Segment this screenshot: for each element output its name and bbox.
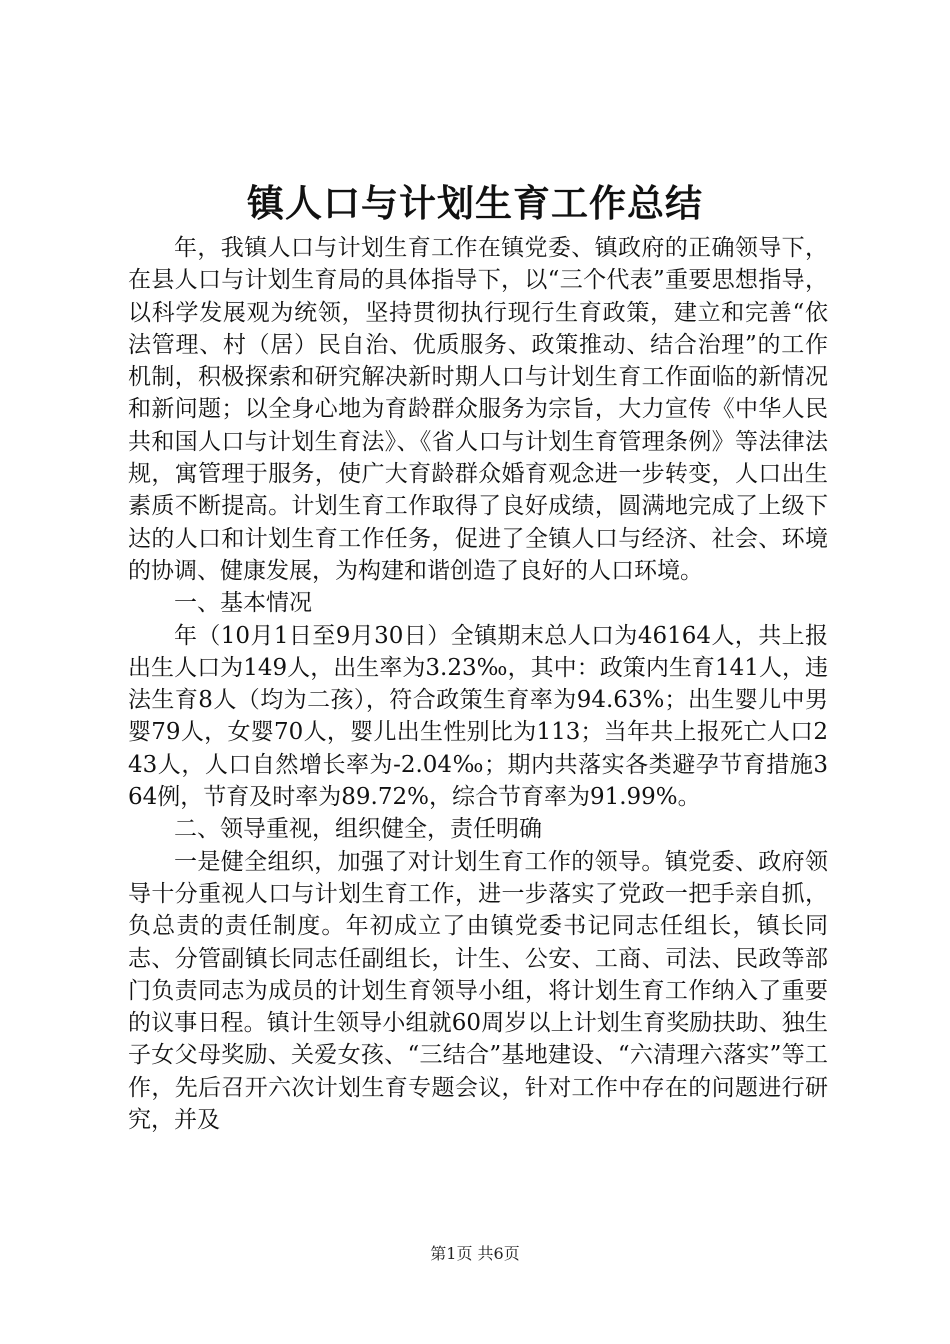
section-heading-basic-situation: 一、基本情况	[174, 590, 312, 617]
organization-paragraph: 一是健全组织，加强了对计划生育工作的领导。镇党委、政府领导十分重视人口与计划生育工作，进一步落实了党政一把手亲自抓，负总责的责任制度。年初成立了由镇党委书记同志任组长，镇长同志、分管副镇长同志任副组长，计生、公安、工商、司法、民政等部门负责同志为成员的计划生育领导小组，将计划生育工作纳入了重要的议事日程。镇计生领导小组就60周岁以上计划生育奖励扶助、独生子女父母奖励、关爱女孩、“三结合”基地建设、“六清理六落实”等工作，先后召开六次计划生育专题会议，针对工作中存在的问题进行研究，并及	[128, 848, 828, 1134]
statistics-paragraph: 年（10月1日至9月30日）全镇期末总人口为46164人，共上报出生人口为149人，出生率为3.23‰，其中：政策内生育141人，违法生育8人（均为二孩），符合政策生育率为94.63%；出生婴儿中男婴79人，女婴70人，婴儿出生性别比为113；当年共上报死亡人口243人，人口自然增长率为-2.04‰；期内共落实各类避孕节育措施364例，节育及时率为89.72%，综合节育率为91.99%。	[128, 622, 828, 811]
intro-paragraph: 年，我镇人口与计划生育工作在镇党委、镇政府的正确领导下，在县人口与计划生育局的具体指导下，以“三个代表”重要思想指导，以科学发展观为统领，坚持贯彻执行现行生育政策，建立和完善“依法管理、村（居）民自治、优质服务、政策推动、结合治理”的工作机制，积极探索和研究解决新时期人口与计划生育工作面临的新情况和新问题；以全身心地为育龄群众服务为宗旨，大力宣传《中华人民共和国人口与计划生育法》、《省人口与计划生育管理条例》等法律法规，寓管理于服务，使广大育龄群众婚育观念进一步转变，人口出生素质不断提高。计划生育工作取得了良好成绩，圆满地完成了上级下达的人口和计划生育工作任务，促进了全镇人口与经济、社会、环境的协调、健康发展，为构建和谐创造了良好的人口环境。	[128, 235, 828, 584]
document-title: 镇人口与计划生育工作总结	[247, 181, 703, 225]
document-body	[128, 232, 828, 1136]
page-number-footer: 第1页 共6页	[430, 1244, 520, 1263]
section-heading-leadership: 二、领导重视，组织健全，责任明确	[174, 816, 542, 843]
